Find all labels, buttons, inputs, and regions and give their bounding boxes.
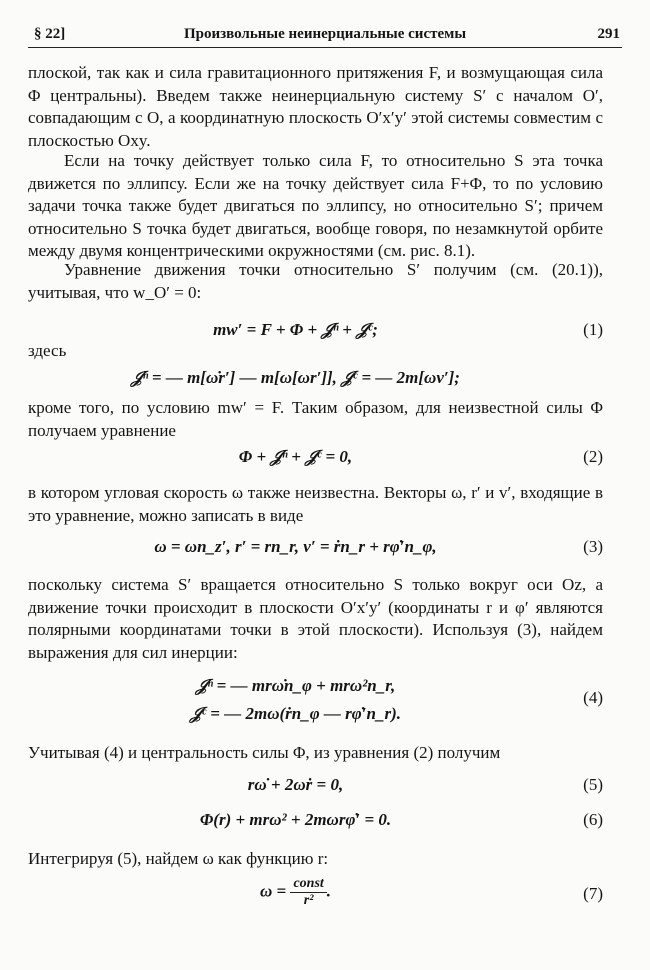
- equation-3: [28, 537, 603, 565]
- page-header: [28, 22, 622, 44]
- equation-2-body: Φ + 𝒥ʰ + 𝒥ᶜ = 0,: [238, 447, 353, 466]
- equation-7-body: [28, 876, 563, 909]
- section-number: § 22]: [34, 26, 66, 42]
- equation-6-number: (6): [583, 810, 603, 829]
- paragraph-here: здесь: [28, 341, 67, 360]
- header-rule: [28, 47, 622, 48]
- paragraph-8: Интегрируя (5), найдем ω как функцию r:: [28, 849, 329, 868]
- equation-4b-body: 𝒥ᶜ = — 2mω(ṙn_φ — rφ̇′n_r).: [190, 704, 401, 723]
- equation-7-tail: .: [326, 881, 332, 901]
- equation-7-fraction: [290, 876, 326, 909]
- running-title: Произвольные неинерциальные системы: [183, 26, 467, 42]
- equation-5-number: (5): [583, 775, 603, 794]
- equation-1-number: (1): [583, 320, 603, 339]
- equation-4-number: (4): [583, 688, 603, 707]
- equation-7-number: (7): [583, 884, 603, 903]
- equation-6-body: Φ(r) + mrω² + 2mωrφ̇′ = 0.: [199, 810, 392, 829]
- paragraph-7: Учитывая (4) и центральность силы Φ, из уравнения (2) получим: [28, 743, 501, 762]
- equation-1-body: mw′ = F + Φ + 𝒥ʰ + 𝒥ᶜ;: [213, 320, 378, 339]
- paragraph-6: поскольку система S′ вращается относительно S только вокруг оси Oz, а движение точки происходит в плоскости O′x′y′ (координаты r и φ′ являются полярными координатами точки в этой плоскости). Используя (3), найдем выражения для сил инерции:: [28, 575, 603, 662]
- equation-inertia-definitions-body: 𝒥ʰ = — m[ω̇r′] — m[ω[ωr′]], 𝒥ᶜ = — 2m[ωv′];: [131, 368, 460, 387]
- equation-7-numerator: const: [290, 876, 326, 893]
- paragraph-5: в котором угловая скорость ω также неизвестна. Векторы ω, r′ и v′, входящие в это уравнение, можно записать в виде: [28, 483, 603, 525]
- paragraph-2: Если на точку действует только сила F, то относительно S эта точка движется по эллипсу. Если же на точку действует сила F+Φ, то по условию задачи точка также будет двигаться по эллипсу, но относительно S′; причем относительно S точка будет двигаться, вообще говоря, по незамкнутой орбите между двумя концентрическими окружностями (см. рис. 8.1).: [28, 151, 603, 260]
- equation-4a-body: 𝒥ʰ = — mrω̇n_φ + mrω²n_r,: [195, 676, 396, 695]
- equation-5: [28, 775, 603, 803]
- equation-inertia-definitions: [28, 368, 603, 396]
- equation-7: [28, 876, 603, 916]
- equation-3-body: ω = ωn_z′, r′ = rn_r, v′ = ṙn_r + rφ̇′n_φ,: [154, 537, 437, 556]
- paragraph-4: кроме того, по условию mw′ = F. Таким образом, для неизвестной силы Φ получаем уравнение: [28, 398, 603, 440]
- equation-2: [28, 447, 603, 475]
- page-number: 291: [597, 26, 620, 42]
- equation-6: [28, 810, 603, 838]
- equation-7-lhs: ω =: [259, 881, 287, 901]
- equation-2-number: (2): [583, 447, 603, 466]
- equation-4-number-holder: [28, 688, 603, 716]
- paragraph-3: Уравнение движения точки относительно S′ получим (см. (20.1)), учитывая, что w_O′ = 0:: [28, 260, 603, 302]
- equation-5-body: rω̇ + 2ωṙ = 0,: [247, 775, 344, 794]
- equation-3-number: (3): [583, 537, 603, 556]
- equation-7-denominator: r²: [303, 893, 314, 908]
- paragraph-1: плоской, так как и сила гравитационного притяжения F, и возмущающая сила Φ центральны). Введем также неинерциальную систему S′ с началом O′, совпадающим с O, а координатную плоскость O′x′y′ этой системы совместим с плоскостью Oxy.: [28, 63, 603, 150]
